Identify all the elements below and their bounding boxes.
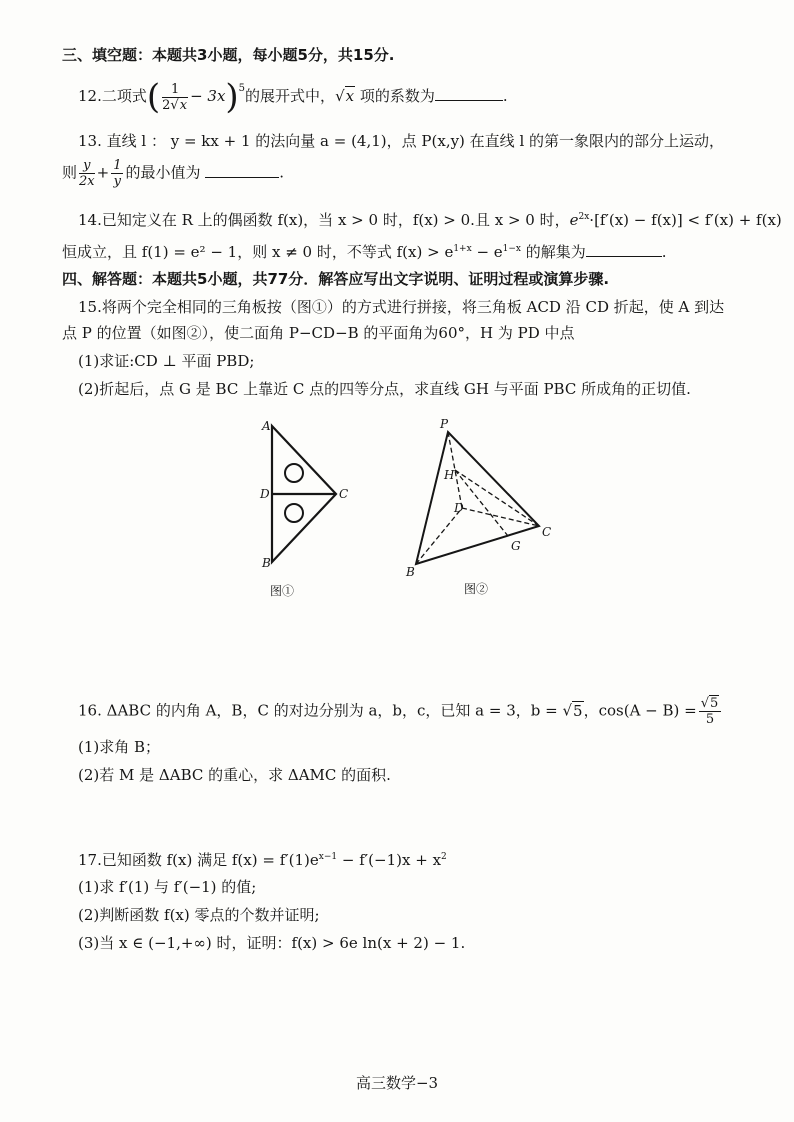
q12-frac-num: 1: [162, 82, 188, 98]
q16-part2: (2)若 M 是 ΔABC 的重心，求 ΔAMC 的面积.: [78, 766, 391, 784]
fig2-caption: 图②: [464, 582, 489, 596]
q13-plus: +: [96, 163, 110, 182]
fig2-segment-hc: [455, 470, 539, 526]
q15-part1: (1)求证:CD ⊥ 平面 PBD;: [78, 352, 255, 370]
q13-prefix: 则: [62, 163, 78, 182]
fig2-edge-dc: [462, 508, 539, 526]
q12-answer-blank: [435, 86, 503, 101]
question-12: 12.二项式( $\frac{1}{2√x}$ − 3x)$^5$的展开式中，√x 项的系数为 .: [78, 77, 508, 117]
q13-frac1-num: y: [79, 158, 95, 174]
q13-frac2: [111, 158, 123, 189]
q16-line1-b: ，cos(A − B) =: [583, 701, 697, 720]
fig2-label-b: B: [406, 565, 415, 579]
q12-mid-text: 的展开式中，: [245, 87, 336, 105]
q14-line2-b: − e: [471, 243, 503, 261]
fig2-label-p: P: [440, 417, 449, 431]
fig2-label-d: D: [454, 501, 464, 515]
q14-exp-base: e: [569, 211, 579, 229]
q17-line1-a: 17.已知函数 f(x) 满足 f(x) = f′(1)e: [78, 851, 319, 869]
q12-sqrt-radicand: x: [345, 87, 355, 105]
q13-frac1: [79, 158, 95, 189]
q12-prefix: 二项式: [101, 87, 147, 105]
figure-1: [250, 412, 380, 612]
fig1-label-a: A: [262, 419, 271, 433]
q15-line2: 点 P 的位置（如图②），使二面角 P−CD−B 的平面角为60°，H 为 PD 中点: [62, 324, 575, 342]
q17-part1: (1)求 f′(1) 与 f′(−1) 的值;: [78, 878, 257, 896]
q13-frac2-num: 1: [113, 158, 122, 173]
fig1-label-b: B: [262, 556, 271, 570]
q16-line1-a: 16. ΔABC 的内角 A，B，C 的对边分别为 a，b，c，已知 a = 3，b =: [78, 701, 558, 720]
fig1-label-d: D: [260, 487, 270, 501]
fig2-label-c: C: [542, 525, 552, 539]
q14-period: .: [661, 243, 667, 261]
fig2-label-h: H: [444, 468, 455, 482]
q12-den-radicand: x: [179, 97, 188, 113]
q12-exponent: 5: [238, 83, 246, 94]
q16-frac-num-rad: 5: [710, 696, 719, 711]
fig1-circle-top: [285, 464, 303, 482]
q13-frac2-den: y: [113, 174, 122, 189]
q14-line1-b: ·[f′(x) − f(x)] < f′(x) + f(x): [589, 211, 782, 229]
q15-line1: 15.将两个完全相同的三角板按（图①）的方式进行拼接，将三角板 ACD 沿 CD 折起，使 A 到达: [78, 298, 725, 316]
page-footer: 高三数学−3: [355, 1074, 439, 1092]
q16-frac-den: 5: [705, 712, 715, 727]
question-17-line1: [78, 846, 447, 871]
fig1-circle-bottom: [285, 504, 303, 522]
question-14-line1: [78, 206, 782, 231]
q14-line2-c: 的解集为: [521, 243, 586, 261]
figure-2: [396, 412, 566, 602]
q14-sup-b: 1−x: [502, 244, 521, 254]
q12-end-text: 项的系数为: [359, 87, 435, 105]
q16-part1: (1)求角 B；: [78, 738, 161, 756]
question-16-line1: 16. ΔABC 的内角 A，B，C 的对边分别为 a，b，c，已知 a = 3，b = √5，cos(A − B) = $\frac{√5}{5}$: [78, 696, 723, 736]
section-4-heading: 四、解答题：本题共5小题，共77分．解答应写出文字说明、证明过程或演算步骤.: [62, 270, 610, 288]
q12-minus-term: − 3x: [190, 87, 226, 105]
right-paren: ): [225, 77, 239, 117]
q16-fraction: [699, 696, 722, 727]
left-paren: (: [146, 77, 161, 117]
q14-exp-sup: 2x: [578, 212, 590, 222]
q16-frac-num: √5: [699, 696, 722, 712]
q14-line2-a: 恒成立，且 f(1) = e² − 1，则 x ≠ 0 时，不等式 f(x) > e: [62, 243, 454, 261]
q17-part3: (3)当 x ∈ (−1,+∞) 时，证明：f(x) > 6e ln(x + 2) − 1.: [78, 934, 466, 952]
q13-line1: 13. 直线 l ： y = kx + 1 的法向量 a = (4,1)，点 P(x,y) 在直线 l 的第一象限内的部分上运动，: [78, 132, 725, 150]
fig2-label-g: G: [511, 539, 521, 553]
q13-period: .: [279, 163, 285, 182]
q12-period: .: [502, 87, 508, 105]
q16-sqrt5: 5: [573, 701, 583, 720]
section-3-heading: 三、填空题：本题共3小题，每小题5分，共15分.: [62, 46, 395, 64]
q13-answer-blank: [205, 163, 279, 178]
q17-sup1: x−1: [318, 852, 338, 862]
q12-frac-den: 2√x: [162, 97, 188, 113]
q14-line1-a: 14.已知定义在 R 上的偶函数 f(x)，当 x > 0 时，f(x) > 0.且 x > 0 时，: [78, 211, 570, 229]
q14-sup-a: 1+x: [453, 244, 472, 254]
question-13-line2: [62, 158, 284, 198]
question-14-line2: [62, 238, 667, 263]
q13-suffix: 的最小值为: [125, 163, 201, 182]
q17-part2: (2)判断函数 f(x) 零点的个数并证明;: [78, 906, 320, 924]
q12-den-coef: 2: [162, 97, 171, 113]
q15-part2: (2)折起后，点 G 是 BC 上靠近 C 点的四等分点，求直线 GH 与平面 PBC 所成角的正切值.: [78, 380, 691, 398]
fig1-caption: 图①: [270, 584, 295, 598]
q17-sup2: 2: [441, 852, 447, 862]
q13-frac1-den: 2x: [79, 174, 95, 189]
q12-fraction: [162, 82, 188, 113]
q12-number: 12.: [78, 87, 102, 105]
q14-answer-blank: [586, 242, 662, 257]
q17-line1-b: − f′(−1)x + x: [337, 851, 442, 869]
fig1-label-c: C: [339, 487, 349, 501]
